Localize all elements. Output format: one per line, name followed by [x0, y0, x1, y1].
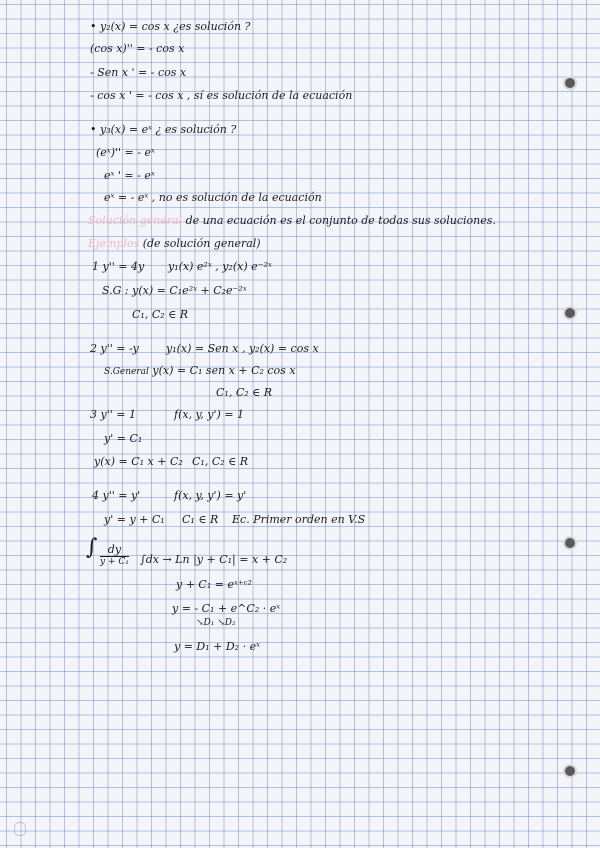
example-3-function: f(x, y, y') = 1 [174, 408, 245, 421]
y3-step-3: eˣ = - eˣ , no es solución de la ecuación [104, 191, 322, 204]
y2-step-2: - Sen x ' = - cos x [90, 66, 187, 79]
example-1-constants: C₁, C₂ ∈ R [132, 308, 189, 321]
example-2-sg-label: S.General [104, 367, 149, 377]
example-4-type: Ec. Primer orden en V.S [232, 513, 366, 526]
integral-sign: ∫ [86, 535, 98, 560]
definition-term: Solución general [88, 214, 183, 227]
y2-question: • y₂(x) = cos x ¿es solución ? [90, 20, 251, 33]
y3-question: • y₃(x) = eˣ ¿ es solución ? [90, 123, 237, 136]
y2-step-1: (cos x)'' = - cos x [90, 42, 185, 55]
definition-text: de una ecuación es el conjunto de todas sus soluciones. [185, 214, 496, 227]
y3-step-2: eˣ ' = - eˣ [104, 169, 155, 182]
example-3-constants: C₁, C₂ ∈ R [192, 455, 249, 468]
example-2-constants: C₁, C₂ ∈ R [216, 386, 273, 399]
example-3-step-1: y' = C₁ [104, 432, 143, 445]
example-4-equation: 4 y'' = y' [92, 489, 141, 502]
example-4-constants: C₁ ∈ R [182, 513, 219, 526]
example-4-substitutions: ↘D₁ ↘D₂ [196, 618, 236, 628]
example-1-sg-label: S.G : [102, 284, 129, 297]
example-4-step-2: y + C₁ = eˣ⁺ᶜ² [176, 578, 252, 591]
y2-step-3: - cos x ' = - cos x , sí es solución de la ecuación [90, 89, 353, 102]
examples-note: (de solución general) [142, 237, 261, 250]
example-1-solutions: y₁(x) e²ˣ , y₂(x) e⁻²ˣ [168, 260, 272, 273]
example-1-equation: 1 y'' = 4y [92, 260, 145, 273]
fraction-numerator: dy [100, 543, 129, 557]
example-1-general-solution: y(x) = C₁e²ˣ + C₂e⁻²ˣ [132, 284, 247, 297]
examples-heading: Ejemplos [88, 237, 140, 250]
y3-step-1: (eˣ)'' = - eˣ [96, 146, 155, 159]
example-2-general-solution: y(x) = C₁ sen x + C₂ cos x [152, 364, 296, 377]
example-3-step-2: y(x) = C₁ x + C₂ [94, 455, 183, 468]
example-3-equation: 3 y'' = 1 [90, 408, 136, 421]
example-2-solutions: y₁(x) = Sen x , y₂(x) = cos x [166, 342, 319, 355]
example-4-final: y = D₁ + D₂ · eˣ [174, 640, 260, 653]
example-4-function: f(x, y, y') = y' [174, 489, 247, 502]
fraction-denominator: y + C₁ [100, 557, 129, 567]
integral-result: ∫dx → Ln |y + C₁| = x + C₂ [140, 553, 288, 566]
example-4-step-1: y' = y + C₁ [104, 513, 165, 526]
example-2-equation: 2 y'' = -y [90, 342, 139, 355]
integral-fraction [100, 543, 129, 567]
example-4-step-3: y = - C₁ + e^C₂ · eˣ [172, 602, 281, 615]
